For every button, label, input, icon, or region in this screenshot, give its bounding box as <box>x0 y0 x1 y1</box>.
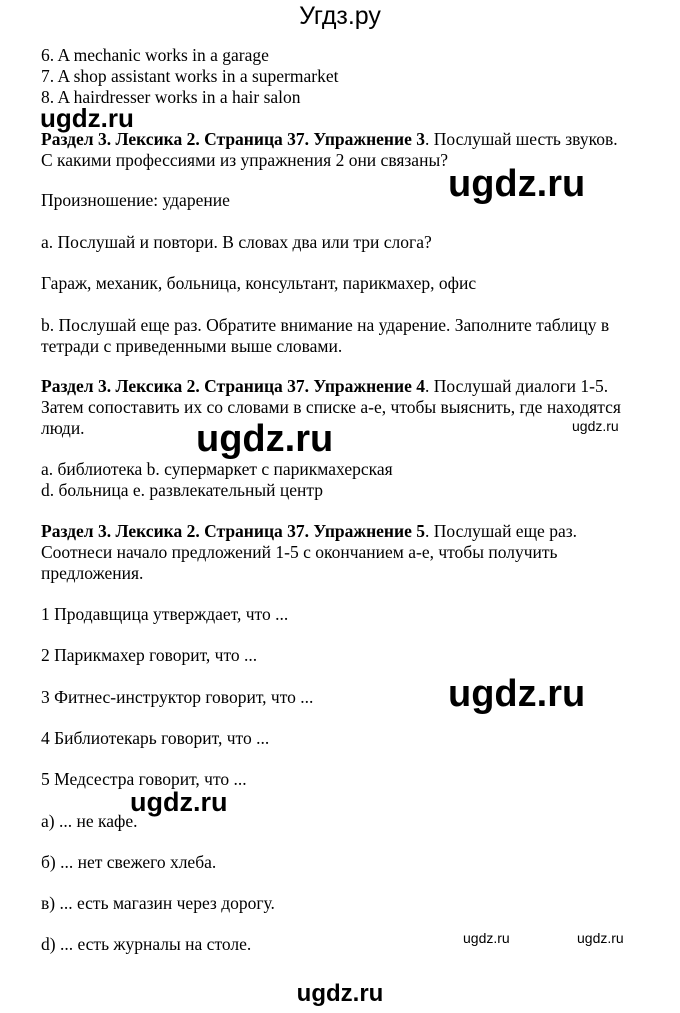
watermark: ugdz.ru <box>448 163 586 205</box>
exercise-text: Затем сопоставить их со словами в списке a-e, чтобы выяснить, где находятся <box>41 397 621 417</box>
exercise-text: Произношение: ударение <box>41 190 230 210</box>
list-item: 5 Медсестра говорит, что ... <box>41 769 247 789</box>
watermark: ugdz.ru <box>40 103 134 133</box>
watermark: ugdz.ru <box>577 930 624 946</box>
exercise-text: a. Послушай и повтори. В словах два или три слога? <box>41 232 432 252</box>
exercise-heading-bold: Раздел 3. Лексика 2. Страница 37. Упражнение 3 <box>41 129 425 149</box>
exercise-heading-text: . Послушай диалоги 1-5. <box>425 376 609 396</box>
exercise-4-heading <box>41 376 608 397</box>
exercise-5-heading <box>41 521 577 542</box>
exercise-heading-text: . Послушай шесть звуков. <box>425 129 618 149</box>
list-item: 1 Продавщица утверждает, что ... <box>41 604 289 624</box>
exercise-text: предложения. <box>41 563 144 583</box>
exercise-text: тетради с приведенными выше словами. <box>41 336 343 356</box>
exercise-text: люди. <box>41 418 85 438</box>
exercise-text: b. Послушай еще раз. Обратите внимание на ударение. Заполните таблицу в <box>41 315 610 335</box>
watermark: ugdz.ru <box>448 673 586 715</box>
watermark: ugdz.ru <box>130 787 228 817</box>
list-item: d) ... есть журналы на столе. <box>41 934 252 954</box>
list-item: 4 Библиотекарь говорит, что ... <box>41 728 270 748</box>
exercise-heading-text: . Послушай еще раз. <box>425 521 577 541</box>
list-item: 3 Фитнес-инструктор говорит, что ... <box>41 687 314 707</box>
list-item: 7. A shop assistant works in a supermarket <box>41 66 339 86</box>
exercise-text: d. больница e. развлекательный центр <box>41 480 324 500</box>
footer-watermark: ugdz.ru <box>296 980 384 1007</box>
exercise-text: Соотнеси начало предложений 1-5 с окончанием a-e, чтобы получить <box>41 542 558 562</box>
watermark: ugdz.ru <box>572 418 619 434</box>
list-item: 6. A mechanic works in a garage <box>41 45 269 65</box>
exercise-heading-bold: Раздел 3. Лексика 2. Страница 37. Упражнение 5 <box>41 521 425 541</box>
exercise-text: С какими профессиями из упражнения 2 они связаны? <box>41 150 448 170</box>
site-title: Угдз.ру <box>299 2 381 30</box>
watermark: ugdz.ru <box>463 930 510 946</box>
list-item: в) ... есть магазин через дорогу. <box>41 893 275 913</box>
watermark: ugdz.ru <box>196 418 334 460</box>
list-item: а) ... не кафе. <box>41 811 138 831</box>
list-item: 8. A hairdresser works in a hair salon <box>41 87 301 107</box>
exercise-3-heading <box>41 129 618 150</box>
list-item: 2 Парикмахер говорит, что ... <box>41 645 258 665</box>
exercise-heading-bold: Раздел 3. Лексика 2. Страница 37. Упражнение 4 <box>41 376 425 396</box>
exercise-text: a. библиотека b. супермаркет с парикмахерская <box>41 459 393 479</box>
exercise-text: Гараж, механик, больница, консультант, парикмахер, офис <box>41 273 477 293</box>
list-item: б) ... нет свежего хлеба. <box>41 852 217 872</box>
